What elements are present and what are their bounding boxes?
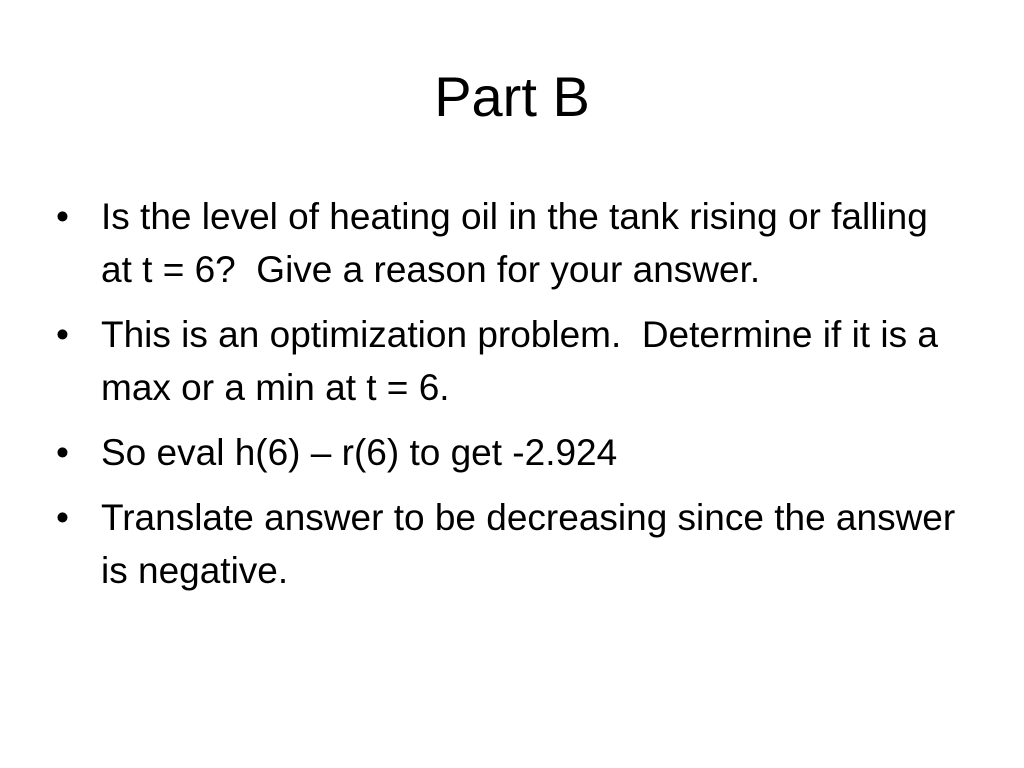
bullet-item (56, 491, 966, 597)
bullet-marker-icon: • (56, 196, 69, 237)
bullet-item (56, 308, 956, 414)
bullet-item (56, 190, 956, 296)
bullet-marker-icon: • (56, 314, 69, 355)
slide-title: Part B (434, 65, 590, 128)
bullet-item (56, 426, 956, 479)
bullet-marker-icon: • (56, 432, 69, 473)
bullet-text: This is an optimization problem. Determine if it is a max or a min at t = 6. (101, 314, 949, 408)
bullet-text: Is the level of heating oil in the tank rising or falling at t = 6? Give a reason for your answer. (101, 196, 939, 290)
bullet-list (56, 190, 966, 609)
bullet-marker-icon: • (56, 497, 69, 538)
bullet-text: Translate answer to be decreasing since the answer is negative. (101, 497, 966, 591)
bullet-text: So eval h(6) – r(6) to get -2.924 (101, 432, 618, 473)
